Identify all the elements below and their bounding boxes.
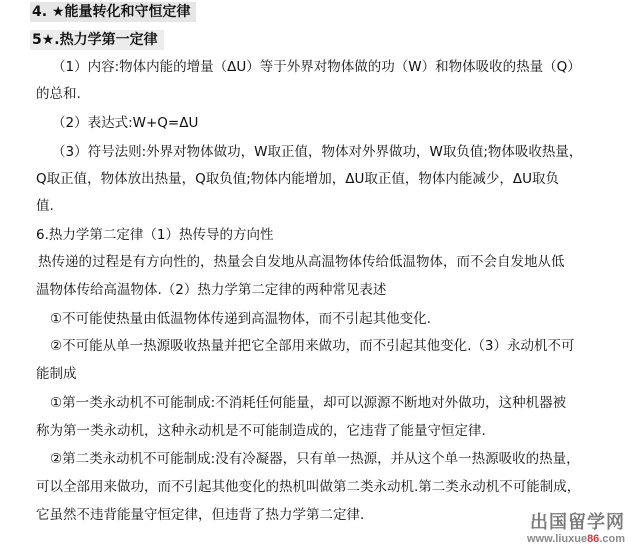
section-heading-4: 4. ★能量转化和守恒定律 <box>30 2 196 22</box>
section-heading-5: 5★.热力学第一定律 <box>30 30 164 50</box>
watermark-url-left: www.liuxue <box>526 533 588 545</box>
paragraph-line: 6.热力学第二定律（1）热传导的方向性 <box>36 227 274 243</box>
paragraph-line: （3）符号法则:外界对物体做功，W取正值，物体对外界做功，W取负值;物体吸收热量， <box>52 144 583 160</box>
watermark-url-right: .com <box>599 533 625 545</box>
paragraph-line: 值. <box>36 198 54 214</box>
paragraph-line: ①不可能使热量由低温物体传递到高温物体，而不引起其他变化. <box>50 311 431 327</box>
paragraph-line: 温物体传给高温物体.（2）热力学第二定律的两种常见表述 <box>36 282 387 298</box>
paragraph-line: ②第二类永动机不可能制成:没有冷凝器，只有单一热源，并从这个单一热源吸收的热量， <box>50 451 580 467</box>
paragraph-line: （1）内容:物体内能的增量（ΔU）等于外界对物体做的功（W）和物体吸收的热量（Q） <box>52 59 581 75</box>
paragraph-line: 的总和. <box>36 86 81 102</box>
watermark-url <box>475 533 625 545</box>
paragraph-line: 它虽然不违背能量守恒定律，但违背了热力学第二定律. <box>36 507 365 523</box>
site-watermark <box>475 508 625 545</box>
paragraph-line: ①第一类永动机不可能制成:不消耗任何能量，却可以源源不断地对外做功，这种机器被 <box>50 395 567 411</box>
paragraph-line: （2）表达式:W+Q=ΔU <box>52 115 199 131</box>
paragraph-line: 可以全部用来做功，而不引起其他变化的热机叫做第二类永动机.第二类永动机不可能制成， <box>36 479 581 495</box>
paragraph-line: ②不可能从单一热源吸收热量并把它全部用来做功，而不引起其他变化.（3）永动机不可 <box>50 338 575 354</box>
paragraph-line: 热传递的过程是有方向性的，热量会自发地从高温物体传给低温物体，而不会自发地从低 <box>38 254 565 270</box>
paragraph-line: 称为第一类永动机，这种永动机是不可能制造成的，它违背了能量守恒定律. <box>36 423 486 439</box>
watermark-name: 出国留学网 <box>530 512 625 533</box>
paragraph-line: 能制成 <box>36 366 77 382</box>
paragraph-line: Q取正值，物体放出热量，Q取负值;物体内能增加，ΔU取正值，物体内能减少，ΔU取负 <box>36 171 560 187</box>
watermark-url-accent: 86 <box>587 533 600 545</box>
